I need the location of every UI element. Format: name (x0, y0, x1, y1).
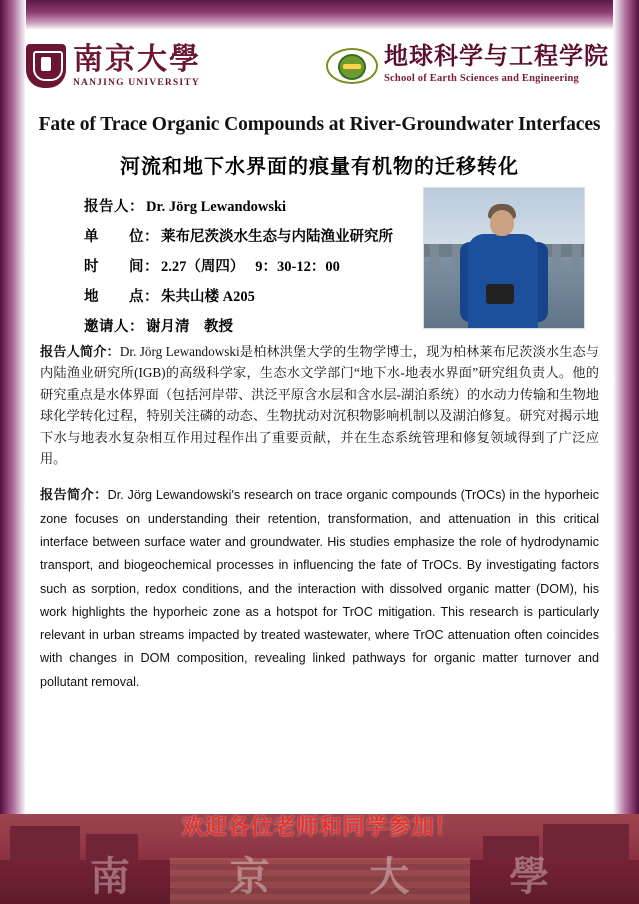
right-gradient-border (613, 0, 639, 904)
university-name-cn: 南京大學 (73, 43, 201, 77)
seminar-details-list (84, 195, 434, 345)
talk-abstract-paragraph (26, 483, 613, 694)
footer-char-1: 南 (89, 854, 130, 899)
photo-person-jacket (468, 234, 538, 328)
footer-char-3: 大 (369, 854, 410, 899)
title-chinese: 河流和地下水界面的痕量有机物的迁移转化 (120, 156, 519, 178)
school-name-cn: 地球科学与工程学院 (384, 44, 609, 71)
detail-label-speaker: 报告人： (84, 199, 144, 215)
welcome-message: 欢迎各位老师和同学参加！ (181, 814, 458, 839)
detail-label-location: 地 点： (84, 289, 159, 305)
detail-value-time: 2.27（周四） 9：30-12：00 (161, 259, 340, 275)
detail-value-host: 谢月清 教授 (146, 319, 233, 335)
detail-row-speaker (84, 195, 434, 216)
footer-char-4: 學 (509, 854, 550, 899)
speaker-photo (423, 187, 585, 329)
footer-char-2: 京 (229, 854, 270, 899)
school-names (384, 44, 609, 83)
poster-header (26, 30, 613, 108)
top-gradient-band (0, 0, 639, 30)
detail-value-location: 朱共山楼 A205 (161, 289, 255, 305)
title-english: Fate of Trace Organic Compounds at River-Groundwater Interfaces (38, 114, 601, 135)
detail-row-host (84, 315, 434, 336)
detail-value-affiliation: 莱布尼茨淡水生态与内陆渔业研究所 (161, 229, 393, 245)
earth-sciences-school-logo (324, 42, 609, 86)
earth-sciences-globe-icon (324, 42, 376, 86)
school-name-en: School of Earth Sciences and Engineering (384, 72, 579, 84)
poster-content (26, 30, 613, 904)
detail-label-host: 邀请人： (84, 319, 144, 335)
detail-row-affiliation (84, 225, 434, 246)
photo-pillar (552, 244, 561, 272)
university-name-en: NANJING UNIVERSITY (73, 77, 200, 88)
talk-abstract-text: Dr. Jörg Lewandowski's research on trace organic compounds (TrOCs) in the hyporheic zone focuses on understanding their retention, transformation, and attenuation in this critical interface between surface water and groundwater. His studies emphasize the role of hydrodynamic transport, and biogeochemical processes in influencing the fate of TrOCs. By investigating factors such as sorption, redox conditions, and the interaction with dissolved organic matter (DOM), his work highlights the hyporheic zone as a hotspot for TrOC mitigation. This research is particularly relevant in urban streams impacted by treated wastewater, where TrOC attenuation often coincides with changes in DOM composition, revealing linked pathways for organic matter turnover and pollutant removal. (40, 488, 599, 689)
left-gradient-border (0, 0, 26, 904)
photo-person-head (490, 210, 514, 236)
photo-pillar (430, 244, 439, 272)
detail-row-location (84, 285, 434, 306)
nanjing-university-logo (26, 44, 201, 88)
photo-camera-icon (486, 284, 514, 304)
footer-campus-characters (0, 845, 639, 902)
photo-pillar (572, 244, 581, 272)
speaker-bio-paragraph (26, 341, 613, 469)
detail-value-speaker: Dr. Jörg Lewandowski (146, 199, 287, 215)
nanjing-university-shield-icon (26, 44, 66, 88)
speaker-bio-lead: 报告人简介： (40, 344, 120, 359)
talk-abstract-lead: 报告简介： (40, 487, 108, 503)
detail-label-affiliation: 单 位： (84, 229, 159, 245)
nanjing-university-names (73, 44, 201, 88)
detail-label-time: 时 间： (84, 259, 159, 275)
globe-body-icon (338, 54, 366, 80)
speaker-bio-text: Dr. Jörg Lewandowski是柏林洪堡大学的生物学博士，现为柏林莱布尼茨淡水生态与内陆渔业研究所(IGB)的高级科学家，生态水文学部门“地下水-地表水界面”研究组负责人。他的研究重点是水体界面（包括河岸带、洪泛平原含水层和含水层-湖泊系统）的水动力传输和生物地球化学转化过程，特别关注磷的动态、生物扰动对沉积物影响机制以及湖泊修复。研究对揭示地下水与地表水复杂相互作用过程作出了重要贡献，并在生态系统管理和修复领域得到了广泛应用。 (40, 344, 599, 466)
detail-row-time (84, 255, 434, 276)
seminar-details-section (26, 195, 613, 335)
